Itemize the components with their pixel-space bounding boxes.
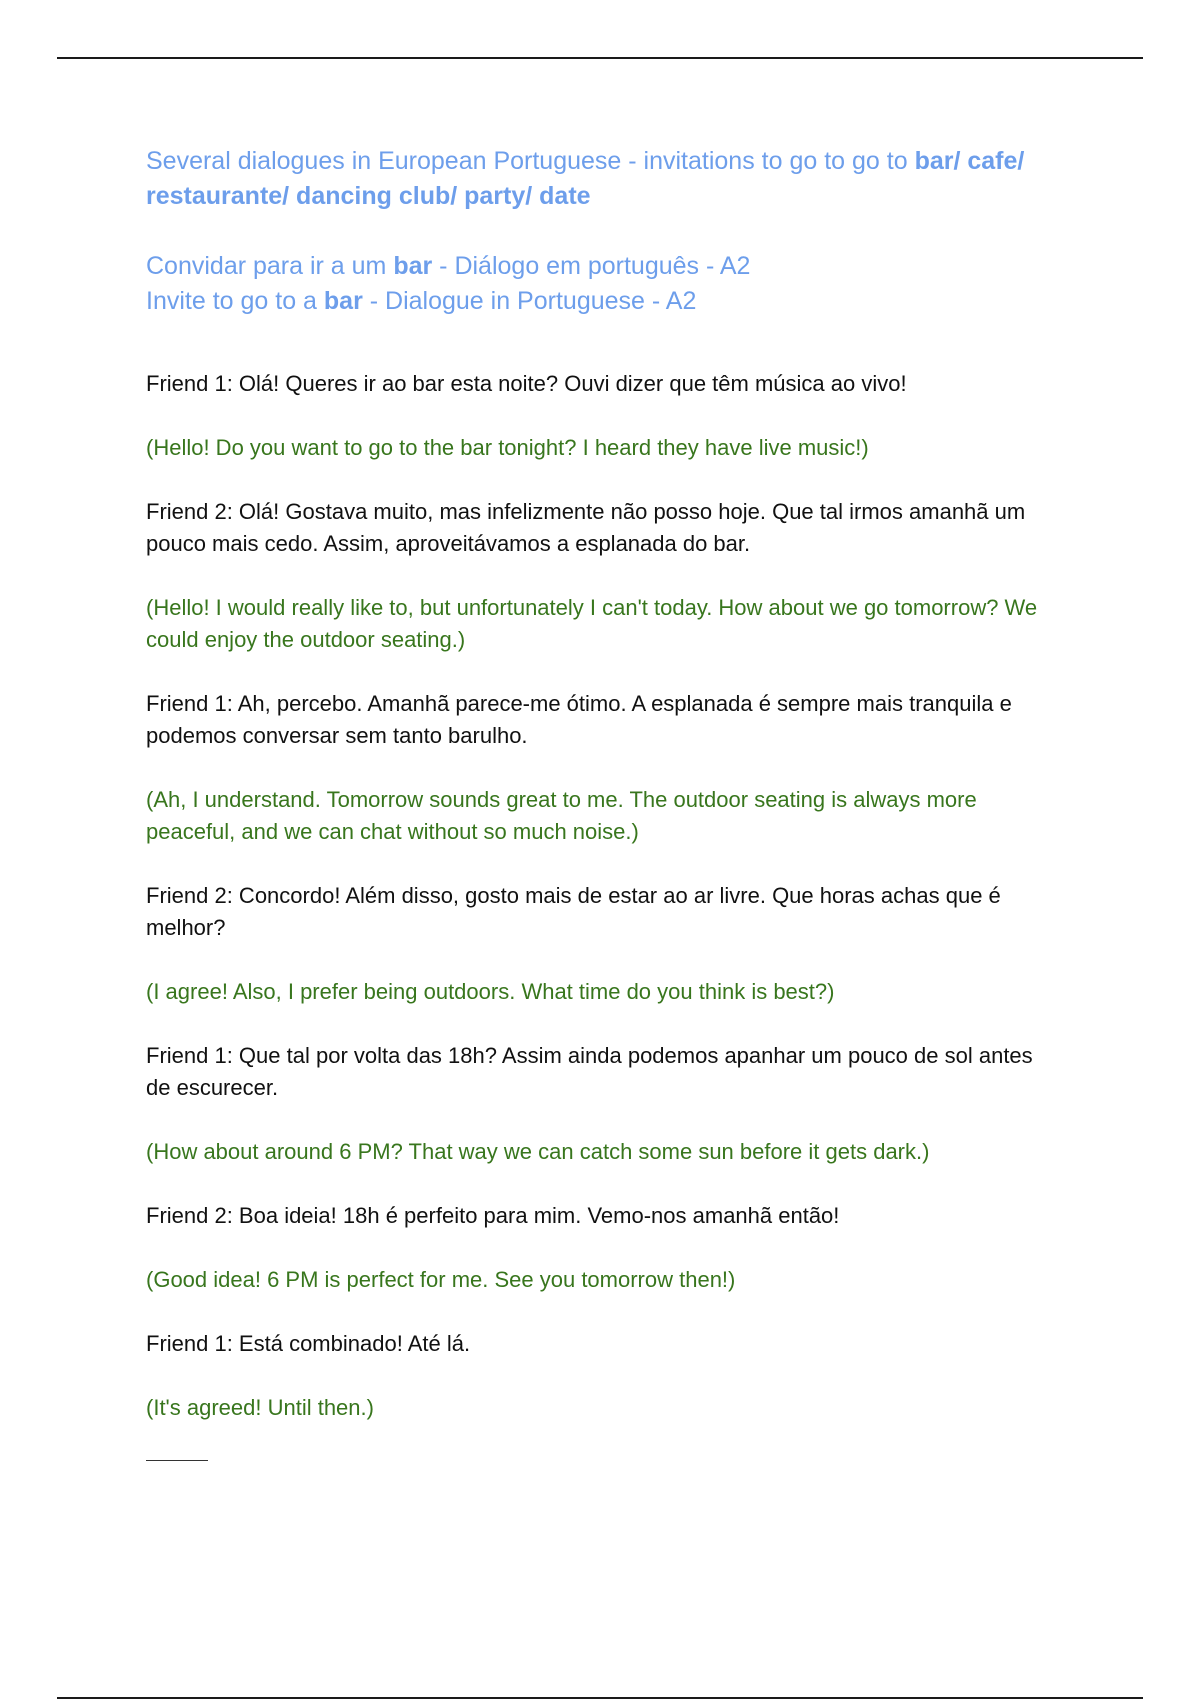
subheading-en-post: - Dialogue in Portuguese - A2	[362, 287, 697, 315]
dialogue-line-portuguese: Friend 2: Olá! Gostava muito, mas infelizmente não posso hoje. Que tal irmos amanhã um pouco mais cedo. Assim, aproveitávamos a esplanada do bar.	[146, 499, 1026, 556]
dialogue-line-english: (Hello! Do you want to go to the bar tonight? I heard they have live music!)	[146, 435, 869, 460]
subheading-en-bold: bar	[323, 287, 363, 315]
subheading-pt-pre: Convidar para ir a um	[146, 252, 394, 280]
dialogue-line-portuguese: Friend 1: Está combinado! Até lá.	[146, 1331, 471, 1356]
subheading-pt-post: - Diálogo em português - A2	[432, 252, 751, 280]
dialogue-line-english: (Hello! I would really like to, but unfortunately I can't today. How about we go tomorrow? We could enjoy the outdoor seating.)	[146, 595, 1038, 652]
dialogue-line-english: (I agree! Also, I prefer being outdoors. What time do you think is best?)	[146, 979, 835, 1004]
page-top-rule	[57, 57, 1143, 59]
dialogue-line-english: (Good idea! 6 PM is perfect for me. See you tomorrow then!)	[146, 1267, 736, 1292]
subheading-en-pre: Invite to go to a	[146, 287, 324, 315]
title-text: Several dialogues in European Portuguese - invitations to go to go to	[146, 147, 915, 175]
dialogue-line-portuguese: Friend 1: Olá! Queres ir ao bar esta noite? Ouvi dizer que têm música ao vivo!	[146, 371, 907, 396]
dialogue-line-portuguese: Friend 1: Ah, percebo. Amanhã parece-me ótimo. A esplanada é sempre mais tranquila e podemos conversar sem tanto barulho.	[146, 691, 1012, 748]
dialogue-line-english: (Ah, I understand. Tomorrow sounds great to me. The outdoor seating is always more peaceful, and we can chat without so much noise.)	[146, 787, 977, 844]
document-body	[146, 144, 1046, 1461]
dialogue-line-portuguese: Friend 1: Que tal por volta das 18h? Assim ainda podemos apanhar um pouco de sol antes de escurecer.	[146, 1043, 1033, 1100]
dialogue-line-english: (How about around 6 PM? That way we can catch some sun before it gets dark.)	[146, 1139, 930, 1164]
dialogue-line-portuguese: Friend 2: Boa ideia! 18h é perfeito para mim. Vemo-nos amanhã então!	[146, 1203, 840, 1228]
subheading-pt-bold: bar	[393, 252, 433, 280]
dialogue	[146, 368, 1046, 1424]
section-end-rule	[146, 1460, 208, 1461]
subheading-portuguese	[146, 249, 1046, 284]
page-bottom-rule	[57, 1697, 1143, 1699]
subheading-block	[146, 249, 1046, 319]
subheading-english	[146, 284, 1046, 319]
dialogue-line-english: (It's agreed! Until then.)	[146, 1395, 374, 1420]
title-bold-text: bar/ cafe/ restaurante/ dancing club/ party/ date	[146, 147, 1025, 210]
dialogue-line-portuguese: Friend 2: Concordo! Além disso, gosto mais de estar ao ar livre. Que horas achas que é melhor?	[146, 883, 1001, 940]
document-title	[146, 144, 1046, 214]
